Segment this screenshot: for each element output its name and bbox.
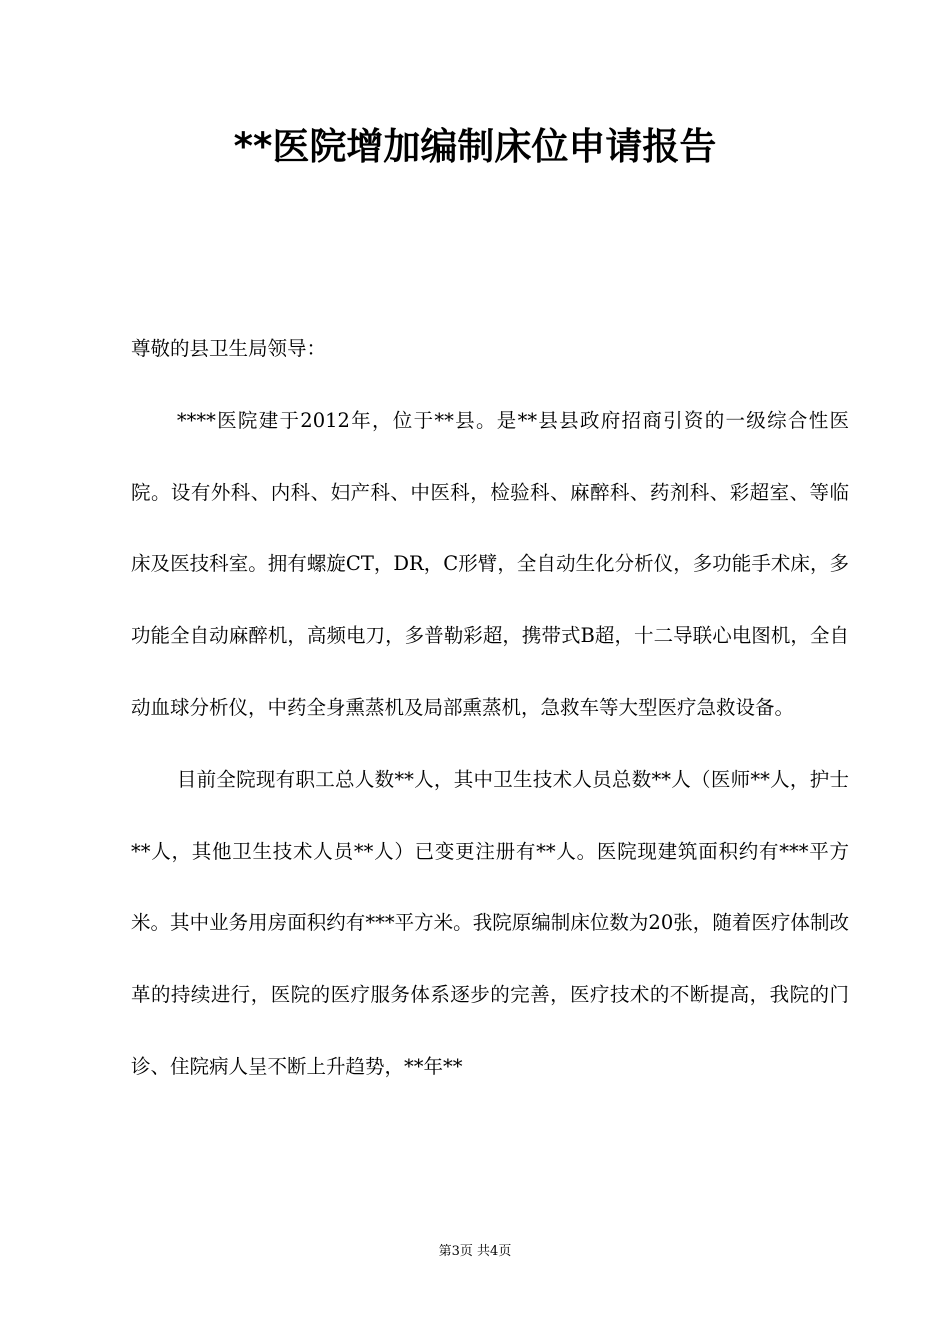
document-body: [131, 313, 849, 1103]
document-title: **医院增加编制床位申请报告: [233, 125, 717, 168]
page-number-footer: 第3页 共4页: [438, 1244, 512, 1259]
paragraph-hospital-overview: ****医院建于2012年，位于**县。是**县县政府招商引资的一级综合性医院。设有外科、内科、妇产科、中医科，检验科、麻醉科、药剂科、彩超室、等临床及医技科室。拥有螺旋CT，DR，C形臂，全自动生化分析仪，多功能手术床，多功能全自动麻醉机，高频电刀，多普勒彩超，携带式B超，十二导联心电图机，全自动血球分析仪，中药全身熏蒸机及局部熏蒸机，急救车等大型医疗急救设备。: [131, 408, 849, 719]
paragraph-staff-and-beds: 目前全院现有职工总人数**人，其中卫生技术人员总数**人（医师**人，护士**人，其他卫生技术人员**人）已变更注册有**人。医院现建筑面积约有***平方米。其中业务用房面积约有***平方米。我院原编制床位数为20张，随着医疗体制改革的持续进行，医院的医疗服务体系逐步的完善，医疗技术的不断提高，我院的门诊、住院病人呈不断上升趋势，**年**: [131, 767, 849, 1078]
salutation: 尊敬的县卫生局领导：: [131, 337, 327, 360]
